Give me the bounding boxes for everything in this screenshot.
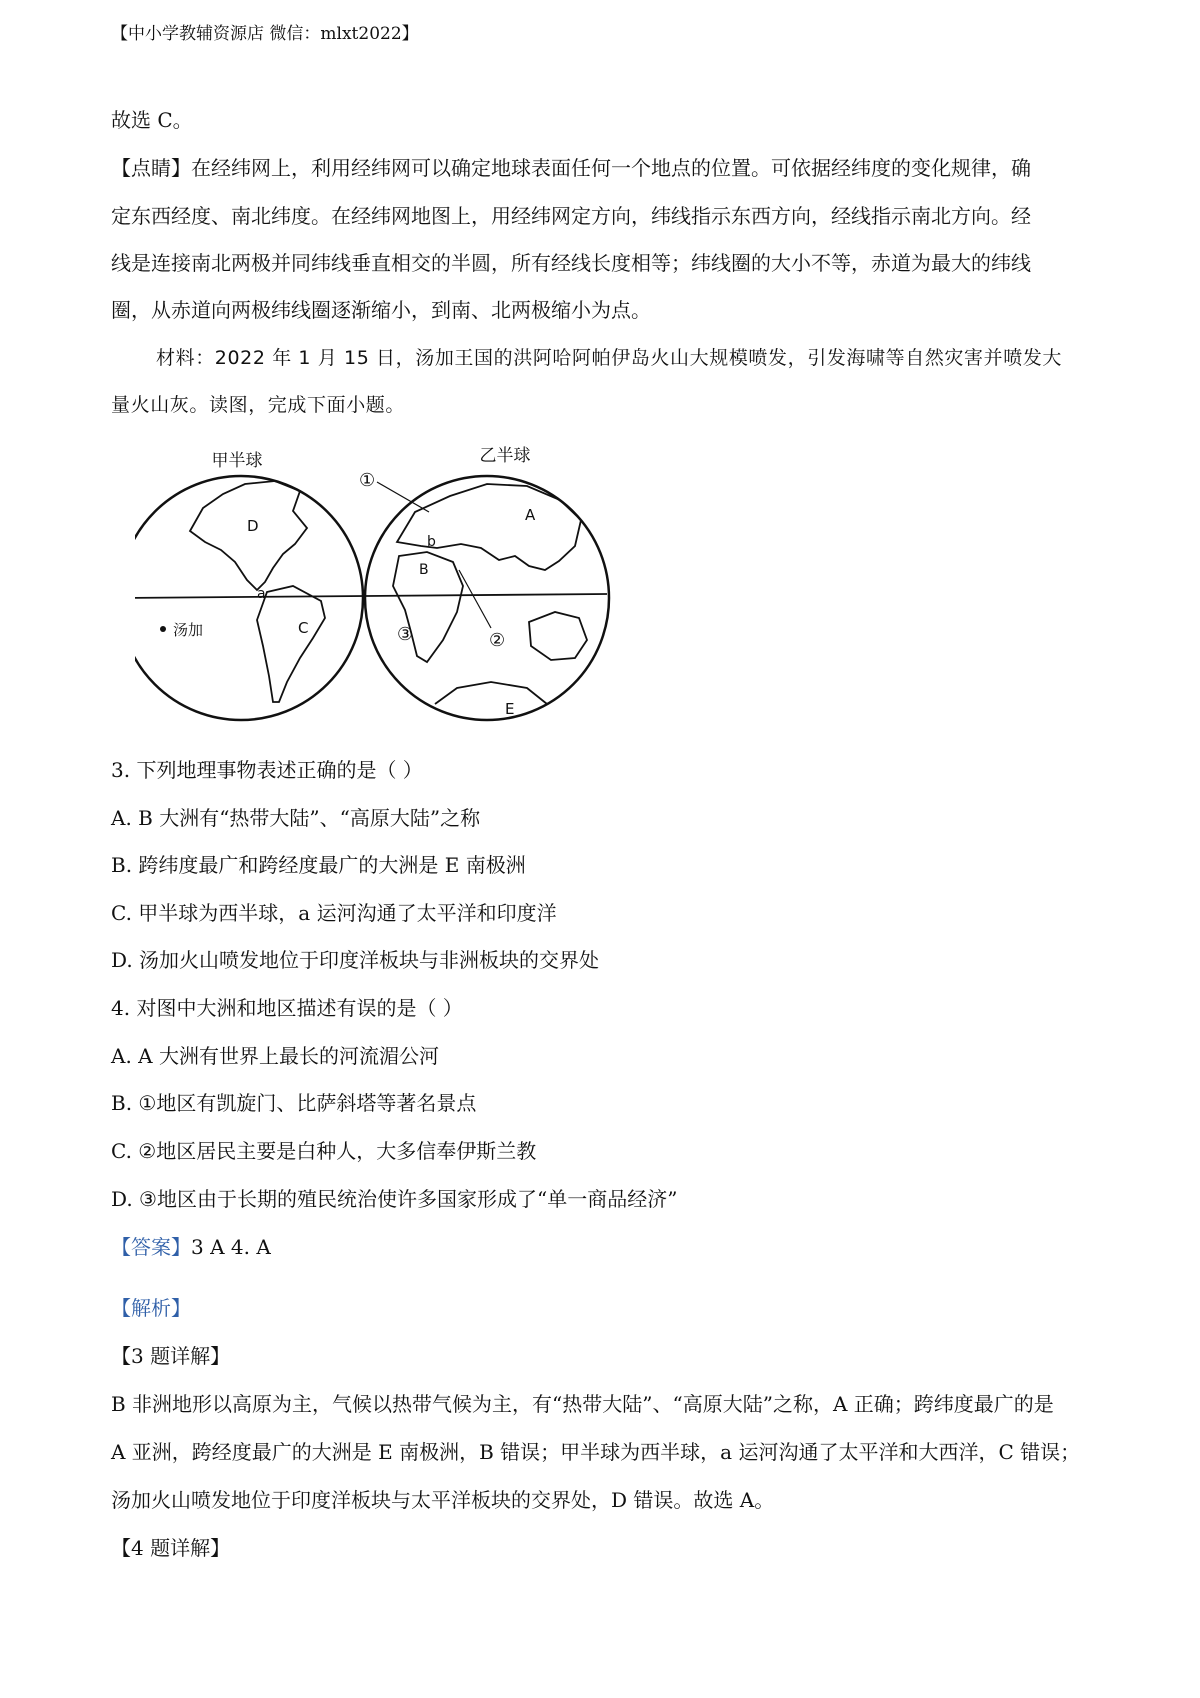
eurasia-outline bbox=[397, 484, 581, 570]
conclusion-line: 故选 C。 bbox=[111, 108, 193, 132]
north-america-outline bbox=[190, 481, 307, 590]
material-line-1: 材料：2022 年 1 月 15 日，汤加王国的洪阿哈阿帕伊岛火山大规模喷发，引发海啸等自然灾害并喷发大 bbox=[156, 347, 1063, 369]
question-4-stem: 4. 对图中大洲和地区描述有误的是（ ） bbox=[111, 996, 463, 1020]
antarctica-outline bbox=[435, 682, 547, 704]
detail-3-line-2: A 亚洲，跨经度最广的大洲是 E 南极洲，B 错误；甲半球为西半球，a 运河沟通了太平洋和大西洋，C 错误； bbox=[111, 1440, 1081, 1464]
detail-4-label: 【4 题详解】 bbox=[111, 1536, 231, 1560]
question-3-stem: 3. 下列地理事物表述正确的是（ ） bbox=[111, 758, 423, 782]
detail-3-label: 【3 题详解】 bbox=[111, 1344, 231, 1368]
label-b: b bbox=[427, 534, 436, 550]
question-4-option-c: C. ②地区居民主要是白种人，大多信奉伊斯兰教 bbox=[111, 1139, 537, 1163]
detail-3-line-1: B 非洲地形以高原为主，气候以热带气候为主，有“热带大陆”、“高原大陆”之称，A 正确；跨纬度最广的是 bbox=[111, 1392, 1054, 1416]
label-C: C bbox=[298, 619, 309, 637]
australia-outline bbox=[529, 612, 587, 660]
note-line-4: 圈，从赤道向两极纬线圈逐渐缩小，到南、北两极缩小为点。 bbox=[111, 298, 651, 322]
question-3-option-a: A. B 大洲有“热带大陆”、“高原大陆”之称 bbox=[111, 806, 481, 830]
question-4-option-d: D. ③地区由于长期的殖民统治使许多国家形成了“单一商品经济” bbox=[111, 1187, 678, 1211]
question-3-option-c: C. 甲半球为西半球，a 运河沟通了太平洋和印度洋 bbox=[111, 901, 557, 925]
answer-label: 【答案】 bbox=[111, 1235, 191, 1259]
label-a: a bbox=[257, 586, 266, 602]
question-3-option-b: B. 跨纬度最广和跨经度最广的大洲是 E 南极洲 bbox=[111, 853, 526, 877]
tonga-dot bbox=[160, 626, 166, 632]
marker-1: ① bbox=[359, 470, 376, 491]
equator-line bbox=[135, 594, 607, 598]
material-line-2: 量火山灰。读图，完成下面小题。 bbox=[111, 394, 406, 416]
question-4-option-b: B. ①地区有凯旋门、比萨斜塔等著名景点 bbox=[111, 1091, 477, 1115]
marker-3: ③ bbox=[397, 624, 414, 645]
note-line-1: 【点睛】在经纬网上，利用经纬网可以确定地球表面任何一个地点的位置。可依据经纬度的变化规律，确 bbox=[111, 156, 1031, 180]
note-line-2: 定东西经度、南北纬度。在经纬网地图上，用经纬网定方向，纬线指示东西方向，经线指示南北方向。经 bbox=[111, 204, 1031, 228]
right-hemisphere-title: 乙半球 bbox=[479, 446, 531, 466]
question-4-option-a: A. A 大洲有世界上最长的河流湄公河 bbox=[111, 1044, 439, 1068]
hemisphere-map bbox=[135, 436, 655, 736]
label-D: D bbox=[247, 517, 259, 535]
marker-2: ② bbox=[489, 630, 506, 651]
label-E: E bbox=[505, 700, 515, 718]
detail-3-line-3: 汤加火山喷发地位于印度洋板块与太平洋板块的交界处，D 错误。故选 A。 bbox=[111, 1488, 775, 1512]
question-3-option-d: D. 汤加火山喷发地位于印度洋板块与非洲板块的交界处 bbox=[111, 948, 600, 972]
label-B: B bbox=[419, 562, 429, 578]
marker-1-leader bbox=[377, 482, 429, 512]
left-hemisphere-title: 甲半球 bbox=[211, 451, 263, 471]
answer-line bbox=[111, 1231, 271, 1260]
note-line-3: 线是连接南北两极并同纬线垂直相交的半圆，所有经线长度相等；纬线圈的大小不等，赤道为最大的纬线 bbox=[111, 251, 1031, 275]
answer-text: 3 A 4. A bbox=[191, 1235, 271, 1259]
south-america-outline bbox=[257, 586, 325, 702]
page-header: 【中小学教辅资源店 微信：mlxt2022】 bbox=[111, 24, 419, 44]
analysis-label: 【解析】 bbox=[111, 1296, 191, 1320]
label-tonga: 汤加 bbox=[173, 621, 204, 639]
label-A: A bbox=[525, 506, 536, 524]
marker-2-leader bbox=[459, 570, 491, 628]
